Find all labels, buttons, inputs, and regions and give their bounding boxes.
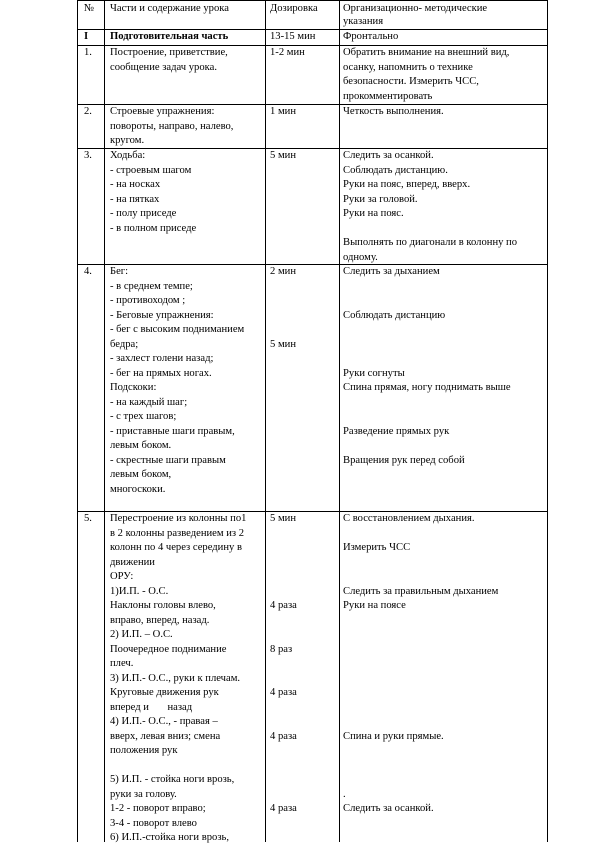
header-num: № [84,3,95,14]
row-4-org: Разведение прямых рук [343,425,450,437]
row-4-part: - с трех шагов; [110,411,177,422]
row-5-dose: 4 раза [270,687,297,698]
row-4-part: - в среднем темпе; [110,280,193,292]
row-4-org: Следить за дыханием [343,266,440,277]
row-4-dose: 5 мин [270,338,296,350]
row-4-part: - приставные шаги правым, [110,425,235,437]
row-4-part: - скрестные шаги правым [110,454,226,466]
row-3-num: 3. [84,150,92,161]
row-5-part: Поочередное поднимание [110,643,227,655]
row-5-org: Следить за осанкой. [343,803,434,814]
row-4-part: многоскоки. [110,483,166,495]
row-divider [77,264,548,265]
section-dose: 13-15 мин [270,31,316,42]
row-4-part: левым боком. [110,440,172,451]
row-4-part: Бег: [110,266,129,277]
header-org: Организационно- методические [343,3,488,14]
row-3-part: - на носках [110,179,161,190]
row-4-part: - Беговые упражнения: [110,309,214,321]
row-3-org: одному. [343,251,378,263]
row-5-part: 2) И.П. – О.С. [110,629,173,640]
row-5-dose: 4 раза [270,730,297,742]
row-1-dose: 1-2 мин [270,47,305,58]
row-5-org: Измерить ЧСС [343,542,411,553]
row-5-org: Следить за правильным дыханием [343,585,499,597]
row-5-part: положения рук [110,745,178,756]
row-3-part: - в полном приседе [110,222,197,234]
column-divider [265,0,266,842]
row-3-part: - полу приседе [110,208,177,219]
row-2-part: повороты, направо, налево, [110,120,234,132]
row-3-org: Выполнять по диагонали в колонну по [343,237,518,248]
section-num: I [84,31,89,42]
row-5-dose: 8 раз [270,643,293,655]
row-4-org: Спина прямая, ногу поднимать выше [343,382,511,393]
row-5-part: 3) И.П.- О.С., руки к плечам. [110,672,241,684]
row-5-part: руки за голову. [110,788,177,800]
row-2-part: кругом. [110,135,145,146]
row-3-org: Руки на пояс. [343,208,404,219]
row-5-part: вверх, левая вниз; смена [110,730,221,742]
row-5-part: Наклоны головы влево, [110,600,216,611]
row-4-part: - бег с высоким подниманием [110,324,245,335]
row-5-part: плеч. [110,658,134,669]
row-divider [77,148,548,149]
row-5-org: Спина и руки прямые. [343,730,444,742]
row-3-org: Руки за головой. [343,193,418,205]
row-4-part: - бег на прямых ногах. [110,367,212,379]
row-1-num: 1. [84,47,92,58]
row-4-org: Руки согнуты [343,367,405,379]
row-2-dose: 1 мин [270,106,296,117]
row-4-num: 4. [84,266,92,277]
row-3-org: Следить за осанкой. [343,150,434,161]
header-org: указания [343,16,384,27]
row-1-part: Построение, приветствие, [110,47,228,58]
row-5-part: Перестроение из колонны по1 [110,513,247,524]
row-3-org: Руки на пояс, вперед, вверх. [343,179,471,190]
row-4-part: - противоходом ; [110,295,186,306]
row-5-part: 1)И.П. - О.С. [110,585,169,597]
row-3-org: Соблюдать дистанцию. [343,164,448,176]
row-2-num: 2. [84,106,92,117]
row-5-org: . [343,788,346,800]
row-4-part: Подскоки: [110,382,157,393]
row-5-org: С восстановлением дыхания. [343,513,475,524]
row-1-part: сообщение задач урока. [110,61,217,73]
row-5-dose: 5 мин [270,513,296,524]
row-5-part: вперед и назад [110,701,193,713]
row-2-part: Строевые упражнения: [110,106,215,117]
row-3-part: - строевым шагом [110,164,192,176]
row-5-part: Круговые движения рук [110,687,219,698]
row-5-num: 5. [84,513,92,524]
row-4-dose: 2 мин [270,266,296,277]
row-1-org: прокомментировать [343,90,433,102]
row-5-part: движении [110,556,155,568]
row-5-part: колонн по 4 через середину в [110,542,242,553]
row-4-part: бедра; [110,338,139,350]
column-divider [339,0,340,842]
row-5-dose: 4 раза [270,803,297,814]
row-4-part: левым боком, [110,469,172,480]
header-part: Части и содержание урока [110,3,229,14]
row-1-org: Обратить внимание на внешний вид, [343,47,510,58]
row-5-part: в 2 колонны разведением из 2 [110,527,245,539]
row-4-org: Соблюдать дистанцию [343,309,446,321]
table-border-top [77,0,548,1]
row-3-part: - на пятках [110,193,160,205]
row-4-part: - захлест голени назад; [110,353,214,364]
table-border-right [547,0,548,842]
row-3-part: Ходьба: [110,150,146,161]
row-5-part: 5) И.П. - стойка ноги врозь, [110,774,235,785]
row-5-dose: 4 раза [270,600,297,611]
column-divider [104,0,105,842]
row-5-part: 3-4 - поворот влево [110,817,197,829]
row-5-part: ОРУ: [110,571,134,582]
header-dose: Дозировка [270,3,318,14]
row-5-part: 1-2 - поворот вправо; [110,803,206,814]
row-1-org: безопасности. Измерить ЧСС, [343,76,479,87]
section-org: Фронтально [343,31,399,42]
row-5-org: Руки на поясе [343,600,406,611]
row-5-part: 6) И.П.-стойка ноги врозь, [110,832,229,843]
row-1-org: осанку, напомнить о технике [343,61,473,73]
row-3-dose: 5 мин [270,150,296,161]
row-4-part: - на каждый шаг; [110,396,188,408]
row-5-part: вправо, вперед, назад. [110,614,210,626]
table-border-left [77,0,78,842]
row-2-org: Четкость выполнения. [343,106,444,117]
section-title: Подготовительная часть [110,31,229,42]
row-4-org: Вращения рук перед собой [343,454,465,466]
row-5-part: 4) И.П.- О.С., - правая – [110,716,218,727]
